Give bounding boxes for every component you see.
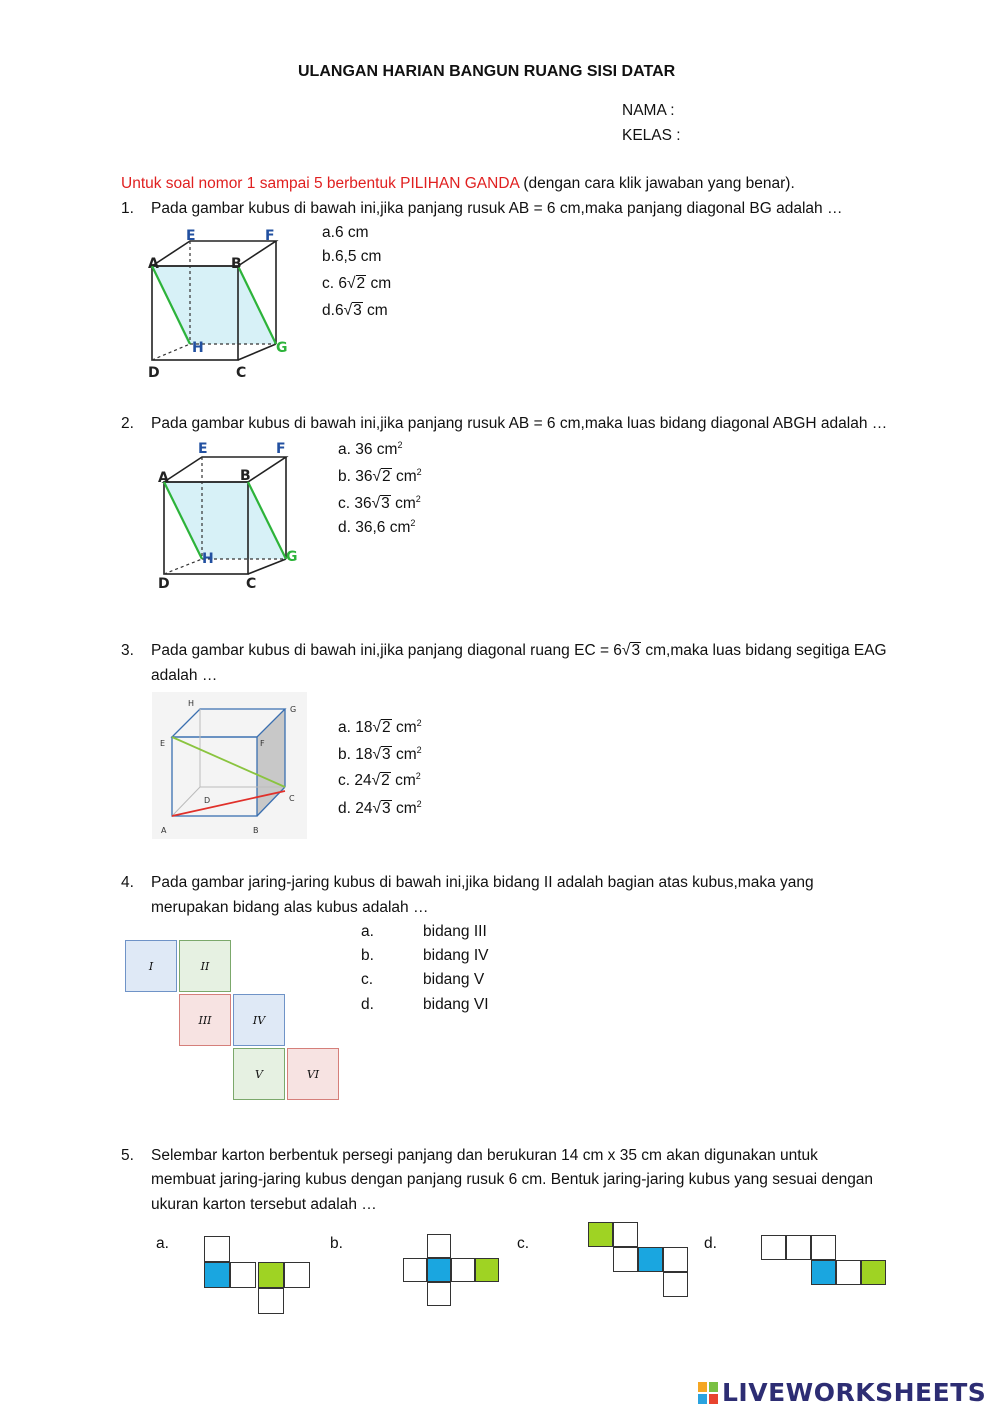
label-G: G bbox=[276, 340, 288, 356]
question-3-number: 3. bbox=[121, 642, 134, 659]
question-3-cube-figure bbox=[152, 692, 307, 839]
svg-text:A: A bbox=[158, 470, 169, 486]
net-face-II: II bbox=[179, 940, 231, 992]
q2-option-b[interactable]: b. 36√2 $cm^2$ bbox=[338, 467, 422, 485]
q4-option-c-text[interactable]: bidang V bbox=[423, 971, 485, 988]
question-4-number: 4. bbox=[121, 874, 134, 891]
q3-option-c[interactable]: c. 24√2 $cm^2$ bbox=[338, 771, 421, 789]
question-2-number: 2. bbox=[121, 415, 134, 432]
svg-text:H: H bbox=[202, 551, 214, 567]
q3-option-d[interactable]: d. 24√3 $cm^2$ bbox=[338, 799, 422, 817]
net-face-IV: IV bbox=[233, 994, 285, 1046]
svg-text:C: C bbox=[289, 794, 295, 803]
q1-option-c[interactable]: c. 6√2 cm bbox=[322, 275, 392, 292]
q5-option-a[interactable]: a. bbox=[156, 1235, 169, 1252]
q4-option-d[interactable]: d. bbox=[361, 996, 374, 1013]
q4-option-b-text[interactable]: bidang IV bbox=[423, 947, 489, 964]
label-F: F bbox=[265, 228, 275, 244]
question-1-number: 1. bbox=[121, 200, 134, 217]
q2-option-d[interactable]: d. 36,6 $cm^2$ bbox=[338, 518, 416, 536]
question-5-text-line3: ukuran karton tersebut adalah … bbox=[151, 1196, 377, 1213]
svg-text:G: G bbox=[286, 549, 298, 565]
q3-option-b[interactable]: b. 18√3 $cm^2$ bbox=[338, 745, 422, 763]
instruction-rest: (dengan cara klik jawaban yang benar). bbox=[519, 175, 795, 192]
label-B: B bbox=[231, 256, 242, 272]
question-3-text: Pada gambar kubus di bawah ini,jika panjang diagonal ruang EC = 6√3 cm,maka luas bidang segitiga EAG bbox=[151, 642, 887, 659]
svg-text:F: F bbox=[260, 739, 265, 748]
question-1-cube-figure bbox=[128, 224, 308, 384]
question-4-net-figure bbox=[125, 940, 345, 1105]
svg-text:G: G bbox=[290, 705, 297, 714]
svg-text:B: B bbox=[240, 468, 251, 484]
q4-option-c[interactable]: c. bbox=[361, 971, 374, 988]
q4-option-d-text[interactable]: bidang VI bbox=[423, 996, 489, 1013]
label-E: E bbox=[186, 228, 196, 244]
label-C: C bbox=[236, 365, 247, 381]
net-face-III: III bbox=[179, 994, 231, 1046]
question-1-text: Pada gambar kubus di bawah ini,jika panjang rusuk AB = 6 cm,maka panjang diagonal BG adalah … bbox=[151, 200, 843, 217]
question-4-text: Pada gambar jaring-jaring kubus di bawah ini,jika bidang II adalah bagian atas kubus,maka yang bbox=[151, 874, 814, 891]
q2-option-a[interactable]: a. 36 $cm^2$ bbox=[338, 440, 403, 458]
q3-option-a[interactable]: a. 18√2 $cm^2$ bbox=[338, 718, 422, 736]
label-A: A bbox=[148, 256, 159, 272]
svg-text:C: C bbox=[246, 576, 257, 592]
question-5-text: Selembar karton berbentuk persegi panjang dan berukuran 14 cm x 35 cm akan digunakan untuk bbox=[151, 1147, 818, 1164]
svg-text:D: D bbox=[158, 576, 170, 592]
kelas-label: KELAS : bbox=[622, 127, 681, 144]
label-D: D bbox=[148, 365, 160, 381]
question-2-text: Pada gambar kubus di bawah ini,jika panjang rusuk AB = 6 cm,maka luas bidang diagonal ABGH adalah … bbox=[151, 415, 888, 432]
label-H: H bbox=[192, 340, 204, 356]
net-face-I: I bbox=[125, 940, 177, 992]
q1-option-d[interactable]: d.6√3 cm bbox=[322, 302, 388, 319]
net-face-VI: VI bbox=[287, 1048, 339, 1100]
question-2-cube-figure bbox=[138, 437, 318, 593]
svg-text:B: B bbox=[253, 826, 259, 835]
nama-label: NAMA : bbox=[622, 102, 675, 119]
svg-text:E: E bbox=[160, 739, 166, 748]
liveworksheets-brand[interactable]: LIVEWORKSHEETS bbox=[722, 1378, 987, 1407]
q4-option-a[interactable]: a. bbox=[361, 923, 374, 940]
q5-option-d[interactable]: d. bbox=[704, 1235, 717, 1252]
svg-text:A: A bbox=[161, 826, 167, 835]
q1-option-a[interactable]: a.6 cm bbox=[322, 224, 369, 241]
svg-text:D: D bbox=[204, 796, 211, 805]
question-5-number: 5. bbox=[121, 1147, 134, 1164]
q4-option-a-text[interactable]: bidang III bbox=[423, 923, 487, 940]
q5-option-c[interactable]: c. bbox=[517, 1235, 530, 1252]
liveworksheets-logo-icon bbox=[698, 1382, 718, 1404]
q1-option-b[interactable]: b.6,5 cm bbox=[322, 248, 382, 265]
instruction bbox=[121, 175, 795, 193]
instruction-red: Untuk soal nomor 1 sampai 5 berbentuk PILIHAN GANDA bbox=[121, 175, 520, 192]
q5-option-b[interactable]: b. bbox=[330, 1235, 343, 1252]
question-4-text-line2: merupakan bidang alas kubus adalah … bbox=[151, 899, 429, 916]
svg-text:F: F bbox=[276, 441, 286, 457]
net-face-V: V bbox=[233, 1048, 285, 1100]
q2-option-c[interactable]: c. 36√3 $cm^2$ bbox=[338, 494, 421, 512]
svg-text:H: H bbox=[188, 699, 195, 708]
question-5-text-line2: membuat jaring-jaring kubus dengan panjang rusuk 6 cm. Bentuk jaring-jaring kubus yang sesuai dengan bbox=[151, 1171, 874, 1188]
svg-text:E: E bbox=[198, 441, 208, 457]
question-3-text-line2: adalah … bbox=[151, 667, 218, 684]
q4-option-b[interactable]: b. bbox=[361, 947, 374, 964]
page-title: ULANGAN HARIAN BANGUN RUANG SISI DATAR bbox=[298, 63, 676, 80]
